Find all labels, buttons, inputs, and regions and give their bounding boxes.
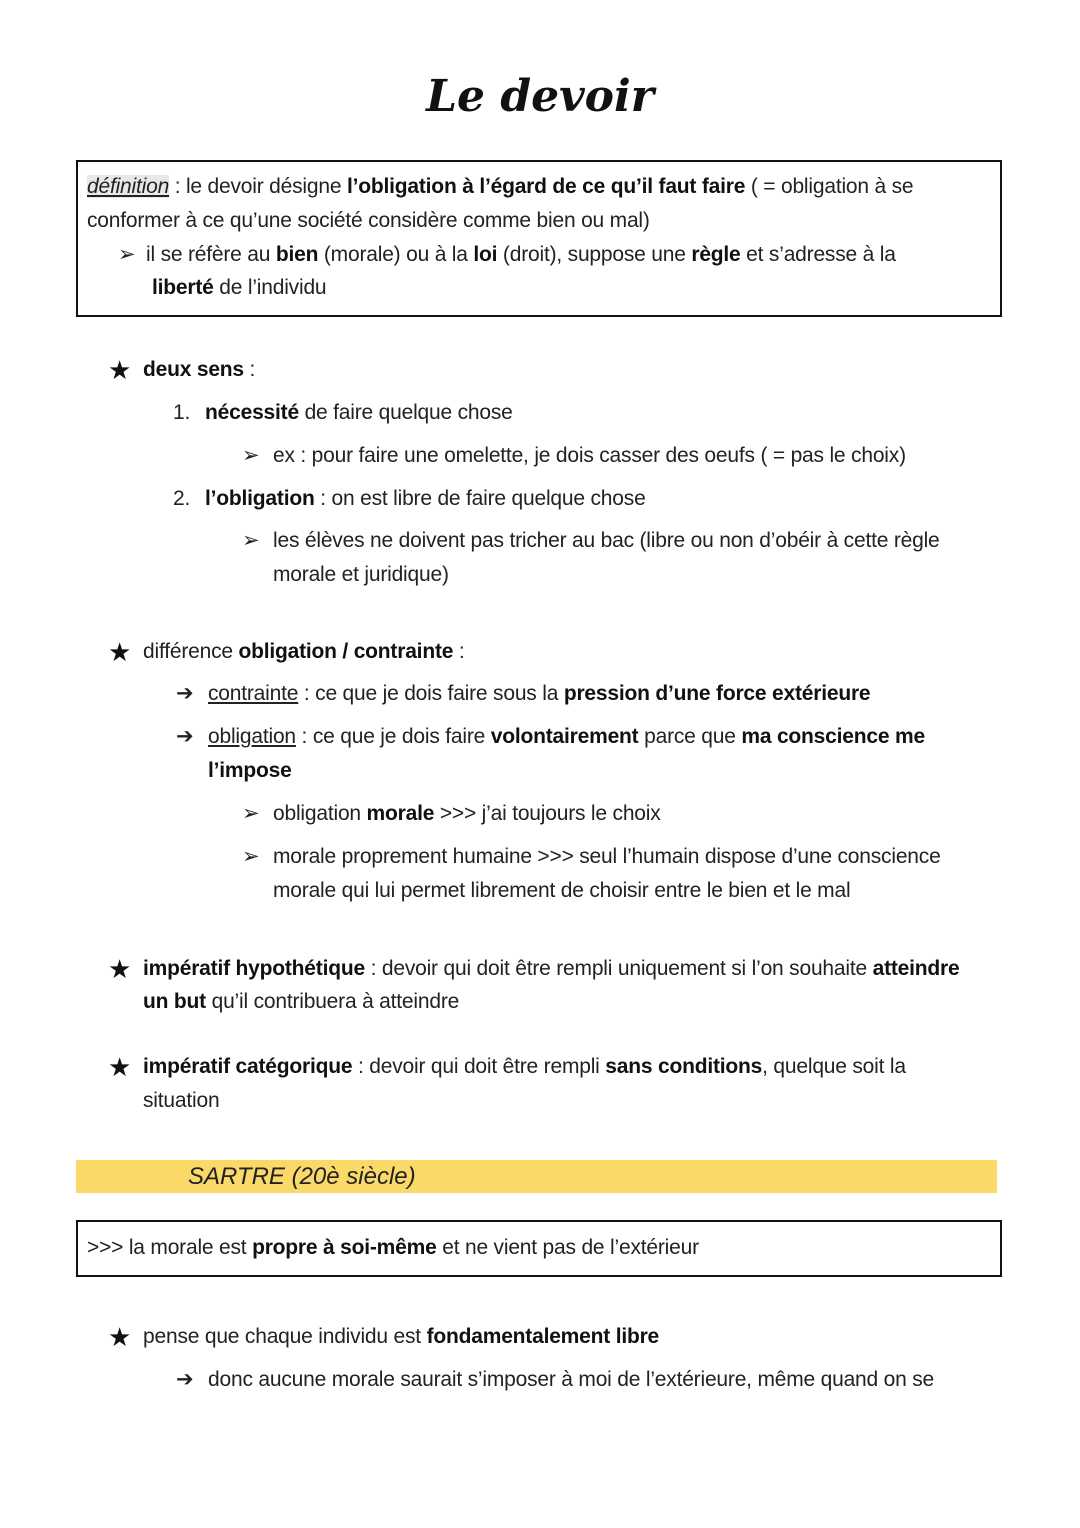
arrowhead-bullet-icon: ➢ <box>118 243 136 266</box>
obligation-line-2: l’impose <box>208 759 292 782</box>
star-icon: ★ <box>108 355 132 385</box>
list-number-2: 2. <box>173 487 191 510</box>
star-icon: ★ <box>108 637 132 667</box>
sartre-point-line: pense que chaque individu est fondamentalement libre <box>143 1325 660 1348</box>
arrowhead-bullet-icon: ➢ <box>242 444 260 467</box>
arrow-right-icon: ➔ <box>176 1368 194 1391</box>
sens-item-2-example-line-1: les élèves ne doivent pas tricher au bac (libre ou non d’obéir à cette règle <box>273 529 940 552</box>
sens-item-1: nécessité de faire quelque chose <box>205 401 513 424</box>
categorique-line-1: impératif catégorique : devoir qui doit être rempli sans conditions, quelque soit la <box>143 1055 906 1078</box>
deux-sens-heading: deux sens : <box>143 358 256 381</box>
contrainte-line: contrainte : ce que je dois faire sous la pression d’une force extérieure <box>208 682 871 705</box>
definition-label: définition <box>87 175 170 198</box>
arrowhead-bullet-icon: ➢ <box>242 845 260 868</box>
definition-line-1: définition : le devoir désigne l’obligation à l’égard de ce qu’il faut faire ( = obligation à se <box>87 175 914 198</box>
obligation-morale-line: obligation morale >>> j’ai toujours le choix <box>273 802 661 825</box>
definition-bullet-line-2: liberté de l’individu <box>152 276 327 299</box>
sartre-arrow-line: donc aucune morale saurait s’imposer à moi de l’extérieure, même quand on se <box>208 1368 935 1391</box>
definition-bullet-line-1: il se réfère au bien (morale) ou à la loi (droit), suppose une règle et s’adresse à la <box>146 243 896 266</box>
arrow-right-icon: ➔ <box>176 682 194 705</box>
arrowhead-bullet-icon: ➢ <box>242 802 260 825</box>
star-icon: ★ <box>108 1052 132 1082</box>
categorique-line-2: situation <box>143 1089 220 1112</box>
sartre-summary-text: >>> la morale est propre à soi-même et ne vient pas de l’extérieur <box>87 1236 699 1259</box>
sens-item-1-example: ex : pour faire une omelette, je dois casser des oeufs ( = pas le choix) <box>273 444 906 467</box>
arrow-right-icon: ➔ <box>176 725 194 748</box>
hypothetique-line-1: impératif hypothétique : devoir qui doit être rempli uniquement si l’on souhaite atteindre <box>143 957 960 980</box>
hypothetique-line-2: un but qu’il contribuera à atteindre <box>143 990 460 1013</box>
star-icon: ★ <box>108 1322 132 1352</box>
morale-humaine-line-1: morale proprement humaine >>> seul l’humain dispose d’une conscience <box>273 845 941 868</box>
definition-line-2: conformer à ce qu’une société considère comme bien ou mal) <box>87 209 650 232</box>
arrowhead-bullet-icon: ➢ <box>242 529 260 552</box>
sens-item-2: l’obligation : on est libre de faire quelque chose <box>205 487 646 510</box>
sens-item-2-example-line-2: morale et juridique) <box>273 563 449 586</box>
page-title: Le devoir <box>426 71 654 122</box>
list-number-1: 1. <box>173 401 191 424</box>
difference-heading: différence obligation / contrainte : <box>143 640 465 663</box>
sartre-heading: SARTRE (20è siècle) <box>188 1163 416 1190</box>
obligation-line-1: obligation : ce que je dois faire volontairement parce que ma conscience me <box>208 725 925 748</box>
star-icon: ★ <box>108 954 132 984</box>
morale-humaine-line-2: morale qui lui permet librement de choisir entre le bien et le mal <box>273 879 851 902</box>
